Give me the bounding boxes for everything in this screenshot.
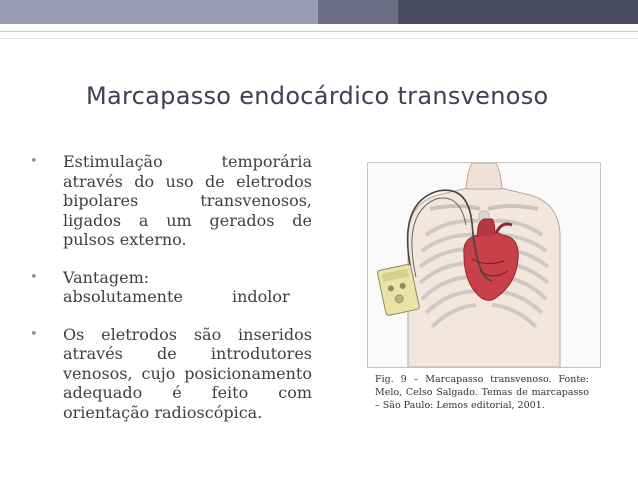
bullet-dot-icon: • (30, 154, 38, 169)
header-divider (0, 31, 638, 32)
pacemaker-illustration (367, 162, 601, 368)
bullet-item (30, 325, 312, 423)
top-bar-mid-segment (318, 0, 398, 24)
bullet-text: Os eletrodos são inseridos através de introdutores venosos, cujo posicionamento adequado é feito com orientação radioscópica. (63, 324, 312, 422)
slide-title: Marcapasso endocárdico transvenoso (86, 82, 549, 110)
bullet-list (30, 152, 312, 440)
bullet-dot-icon: • (30, 269, 38, 285)
neck-shape (466, 163, 502, 189)
chest-diagram-svg (368, 163, 600, 367)
bullet-dot-icon: • (30, 326, 38, 342)
bullet-item (30, 152, 312, 250)
header-divider-light (0, 38, 638, 39)
bullet-item (30, 268, 312, 307)
top-decoration-bar (0, 0, 638, 24)
bullet-text: Vantagem: absolutamente indolor (63, 267, 290, 306)
figure-caption: Fig. 9 – Marcapasso transvenoso. Fonte: Melo, Celso Salgado. Temas de marcapasso – São Paulo: Lemos editorial, 2001. (375, 374, 589, 411)
top-bar-accent (0, 0, 318, 24)
bullet-text: Estimulação temporária através do uso de eletrodos bipolares transvenosos, ligados a um gerados de pulsos externo. (63, 152, 312, 249)
